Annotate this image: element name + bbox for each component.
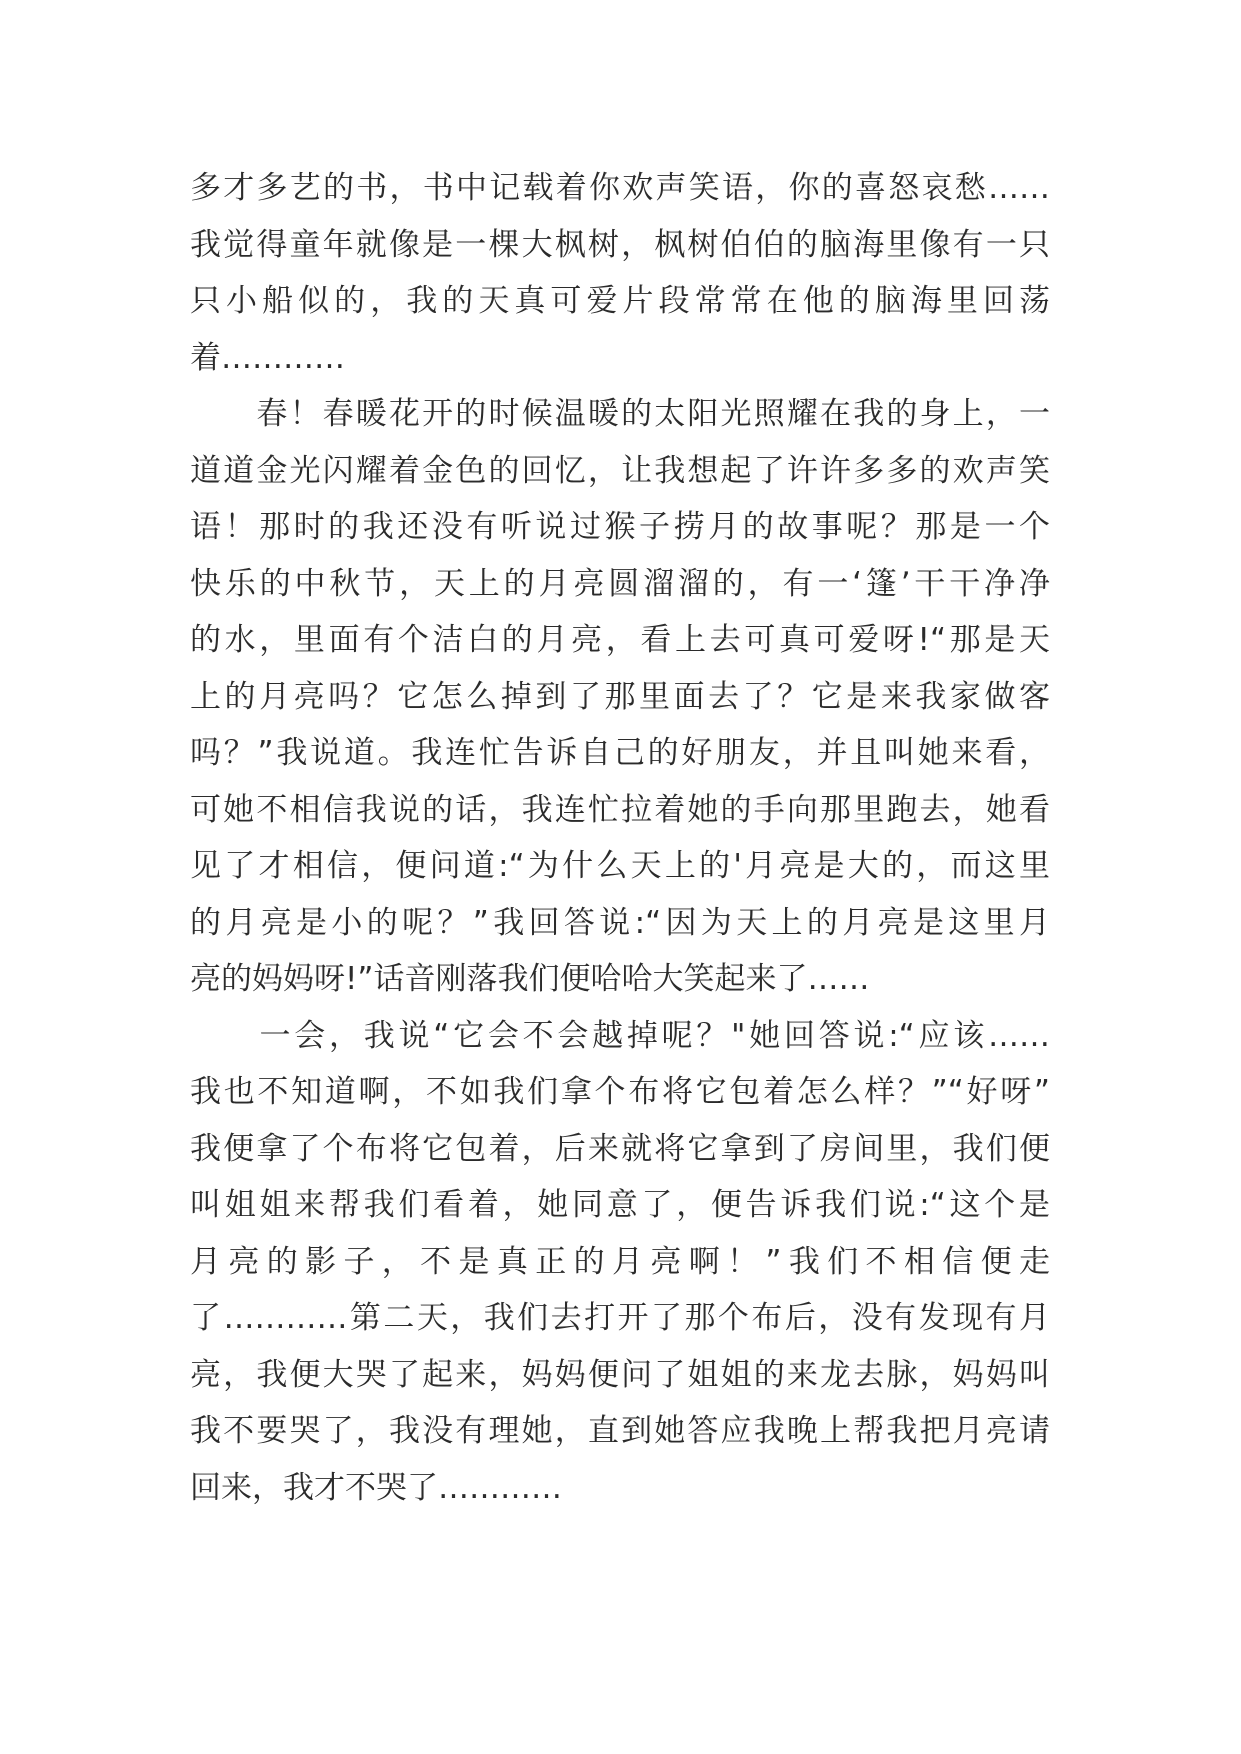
text-line: 月亮的影子，不是真正的月亮啊！”我们不相信便走: [190, 1243, 1050, 1280]
paragraph-3: [190, 1008, 1050, 1517]
text-line: 我觉得童年就像是一棵大枫树，枫树伯伯的脑海里像有一只: [190, 226, 1050, 263]
text-line: 回来，我才不哭了…………: [190, 1469, 562, 1506]
text-line: 叫姐姐来帮我们看着，她同意了，便告诉我们说:“这个是: [190, 1187, 1050, 1223]
text-line: 只小船似的，我的天真可爱片段常常在他的脑海里回荡: [190, 283, 1050, 319]
document-body: [190, 160, 1050, 1516]
text-line: 我不要哭了，我没有理她，直到她答应我晚上帮我把月亮请: [190, 1413, 1050, 1449]
paragraph-2: [190, 386, 1050, 1008]
text-line: 的水，里面有个洁白的月亮，看上去可真可爱呀!“那是天: [190, 622, 1050, 658]
text-line: 上的月亮吗？它怎么掉到了那里面去了？它是来我家做客: [190, 678, 1050, 715]
text-line: 多才多艺的书，书中记载着你欢声笑语，你的喜怒哀愁……: [190, 170, 1050, 206]
text-line: 一会，我说“它会不会越掉呢？"她回答说:“应该……: [190, 1017, 1050, 1054]
text-line: 了…………第二天，我们去打开了那个布后，没有发现有月: [190, 1300, 1050, 1336]
text-line: 快乐的中秋节，天上的月亮圆溜溜的，有一‘篷’干干净净: [190, 565, 1050, 602]
text-line: 语！那时的我还没有听说过猴子捞月的故事呢？那是一个: [190, 509, 1050, 545]
text-line: 的月亮是小的呢？”我回答说:“因为天上的月亮是这里月: [190, 904, 1050, 941]
text-line: 着…………: [190, 339, 345, 376]
text-line: 我便拿了个布将它包着，后来就将它拿到了房间里，我们便: [190, 1130, 1050, 1167]
text-line: 可她不相信我说的话，我连忙拉着她的手向那里跑去，她看: [190, 791, 1050, 828]
text-line: 我也不知道啊，不如我们拿个布将它包着怎么样？”“好呀”: [190, 1074, 1050, 1110]
text-line: 见了才相信，便问道:“为什么天上的'月亮是大的，而这里: [190, 848, 1050, 884]
paragraph-1: [190, 160, 1050, 386]
text-line: 亮的妈妈呀!”话音刚落我们便哈哈大笑起来了……: [190, 961, 870, 997]
text-line: 道道金光闪耀着金色的回忆，让我想起了许许多多的欢声笑: [190, 452, 1050, 489]
text-line: 亮，我便大哭了起来，妈妈便问了姐姐的来龙去脉，妈妈叫: [190, 1356, 1050, 1393]
text-line: 吗？”我说道。我连忙告诉自己的好朋友，并且叫她来看，: [190, 735, 1050, 771]
text-line: 春！春暖花开的时候温暖的太阳光照耀在我的身上，一: [190, 396, 1050, 432]
